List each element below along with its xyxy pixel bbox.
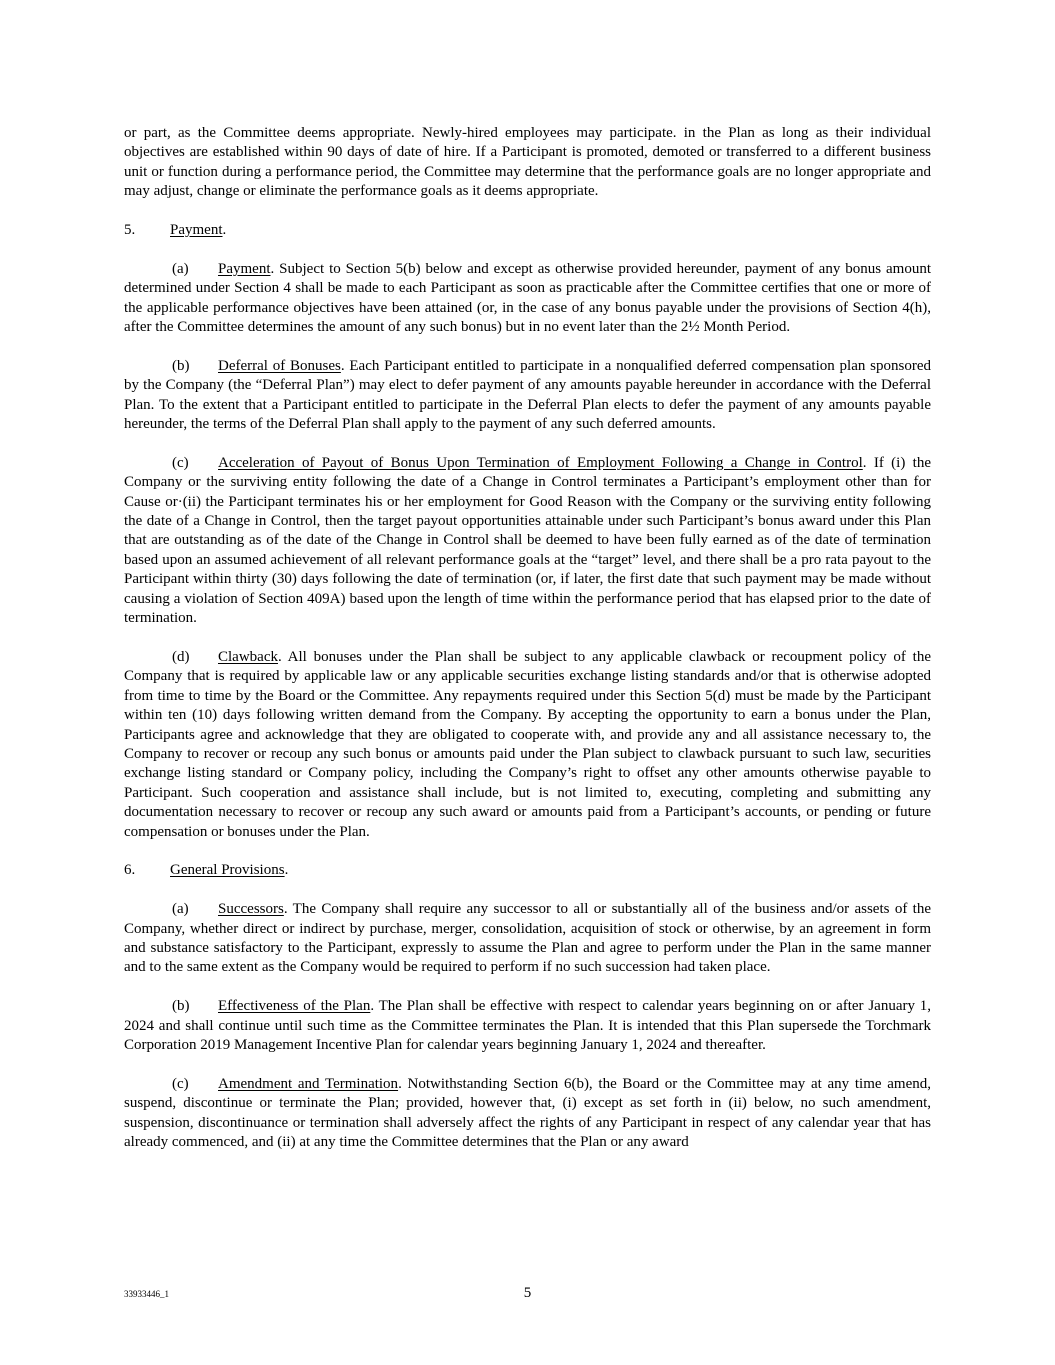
section-5d-paragraph: (d) Clawback. All bonuses under the Plan shall be subject to any applicable clawback or recoupment policy of the Company that is required by applicable law or any applicable securities exchange listing standards and/or that is otherwise adopted from time to time by the Board or the Committee. Any repayments required under this Section 5(d) must be made by the Participant within ten (10) days following written demand from the Company. By accepting the opportunity to earn a bonus under the Plan, Participants agree and acknowledge that they are obligated to cooperate with, and provide any and all assistance necessary to, the Company to recover or recoup any such bonus or amounts paid under the Plan subject to clawback pursuant to such law, securities exchange listing standard or Company policy, including the Company’s right to offset any other amounts otherwise payable to Participant. Such cooperation and assistance shall include, but is not limited to, executing, completing and submitting any documentation necessary to recover or recoup any such award or amounts paid from a Participant’s accounts, or pending or future compensation or bonuses under the Plan.: [124, 648, 931, 840]
section-6c-paragraph: (c) Amendment and Termination. Notwithstanding Section 6(b), the Board or the Committee may at any time amend, suspend, discontinue or terminate the Plan; provided, however that, (i) except as set forth in (ii) below, no such amendment, suspension, discontinuance or termination shall adversely affect the rights of any Participant in respect of any calendar year that has already commenced, and (ii) at any time the Committee determines that the Plan or any award: [124, 1075, 931, 1150]
section-5-heading: 5. Payment.: [124, 222, 227, 239]
footer-document-id: 33933446_1: [124, 1289, 169, 1299]
section-6-heading: 6. General Provisions.: [124, 862, 289, 879]
section-6a-paragraph: (a) Successors. The Company shall require any successor to all or substantially all of the business and/or assets of the Company, whether direct or indirect by purchase, merger, consolidation, acquisition of stock or otherwise, by an agreement in form and substance satisfactory to the Participant, expressly to assume the Plan and agree to perform under the Plan in the same manner and to the same extent as the Company would be required to perform if no such succession had taken place.: [124, 901, 931, 976]
section-5a-paragraph: (a) Payment. Subject to Section 5(b) below and except as otherwise provided hereunder, payment of any bonus amount determined under Section 4 shall be made to each Participant as soon as practicable after the Committee certifies that one or more of the applicable performance objectives have been attained (or, in the case of any bonus payable under the provisions of Section 4(h), after the Committee determines the amount of any such bonus) but in no event later than the 2½ Month Period.: [124, 260, 931, 336]
section-5c-paragraph: (c) Acceleration of Payout of Bonus Upon Termination of Employment Following a Change in Control. If (i) the Company or the surviving entity following the date of a Change in Control terminates a Participant’s employment other than for Cause or·(ii) the Participant terminates his or her employment for Good Reason with the Company or the surviving entity following the date of a Change in Control, then the target payout opportunities attainable under such Participant’s bonus award under this Plan that are outstanding as of the date of the Change in Control shall be deemed to have been fully earned as of the date of termination based upon an assumed achievement of all relevant performance goals at the “target” level, and there shall be a pro rata payout to the Participant within thirty (30) days following the date of termination (or, if later, the first date that such payment may be made without causing a violation of Section 409A) based upon the length of time within the performance period that has elapsed prior to the date of termination.: [124, 454, 931, 627]
document-body: [124, 124, 931, 1152]
section-5b-paragraph: (b) Deferral of Bonuses. Each Participant entitled to participate in a nonqualified deferred compensation plan sponsored by the Company (the “Deferral Plan”) may elect to defer payment of any amounts payable hereunder in accordance with the Deferral Plan. To the extent that a Participant entitled to participate in the Deferral Plan elects to defer the payment of any amounts payable hereunder, the terms of the Deferral Plan shall apply to the payment of any such deferred amounts.: [124, 357, 931, 433]
paragraph-continuation: or part, as the Committee deems appropriate. Newly-hired employees may participate. in the Plan as long as their individual objectives are established within 90 days of date of hire. If a Participant is promoted, demoted or transferred to a different business unit or function during a performance period, the Committee may determine that the performance goals are no longer appropriate and may adjust, change or eliminate the performance goals as it deems appropriate.: [124, 125, 931, 200]
page-number: 5: [523, 1285, 532, 1301]
section-6b-paragraph: (b) Effectiveness of the Plan. The Plan shall be effective with respect to calendar years beginning on or after January 1, 2024 and shall continue until such time as the Committee terminates the Plan. It is intended that this Plan supersede the Torchmark Corporation 2019 Management Incentive Plan for calendar years beginning January 1, 2024 and thereafter.: [124, 998, 931, 1053]
